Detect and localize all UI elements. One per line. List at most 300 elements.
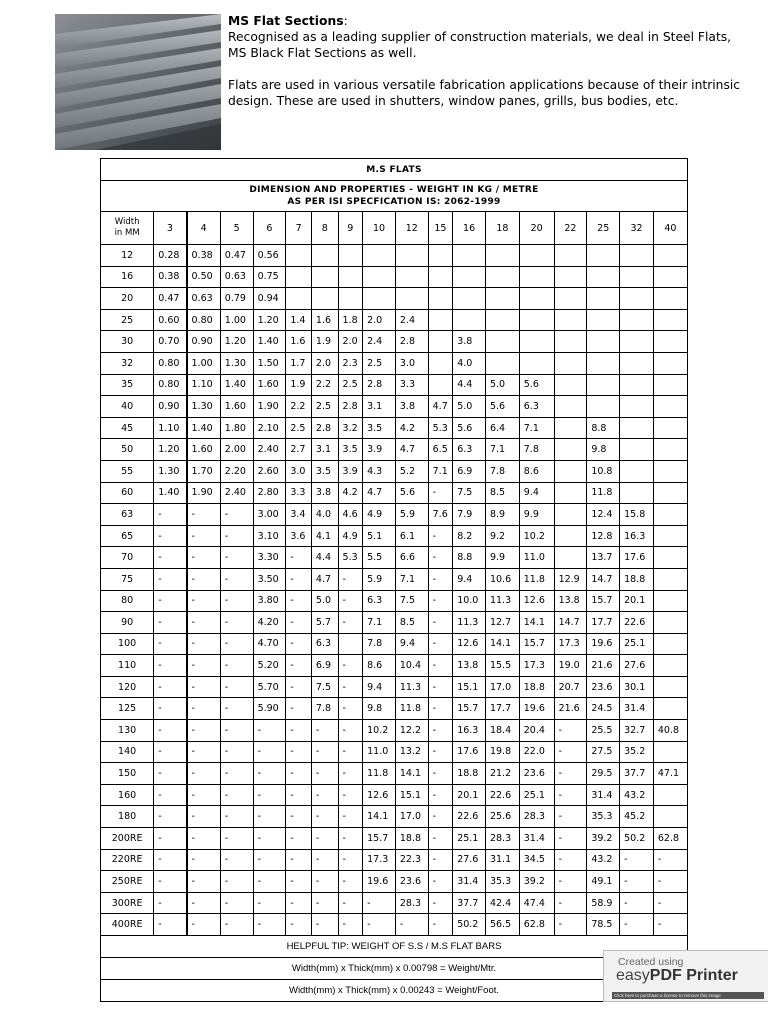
weight-cell: 29.5 — [587, 763, 620, 785]
weight-cell: 20.7 — [554, 676, 587, 698]
weight-cell: 1.60 — [220, 396, 253, 418]
weight-cell: 2.8 — [311, 417, 338, 439]
weight-cell: 5.0 — [485, 374, 519, 396]
weight-cell: 4.2 — [395, 417, 428, 439]
weight-cell: 2.0 — [311, 352, 338, 374]
weight-cell: - — [338, 806, 363, 828]
weight-cell: 5.6 — [485, 396, 519, 418]
weight-cell: 9.4 — [395, 633, 428, 655]
weight-cell: 2.60 — [253, 460, 286, 482]
width-cell: 65 — [101, 525, 154, 547]
weight-cell: - — [187, 655, 221, 677]
table-row — [101, 460, 688, 482]
weight-cell: 1.40 — [220, 374, 253, 396]
weight-cell: 43.2 — [620, 784, 654, 806]
weight-cell: 5.20 — [253, 655, 286, 677]
weight-cell: - — [554, 892, 587, 914]
weight-cell: 4.7 — [395, 439, 428, 461]
weight-cell: 17.6 — [453, 741, 486, 763]
weight-cell: 15.1 — [395, 784, 428, 806]
weight-cell: 8.5 — [485, 482, 519, 504]
weight-cell: 6.6 — [395, 547, 428, 569]
weight-cell: 0.90 — [187, 331, 221, 353]
table-row — [101, 828, 688, 850]
weight-cell: - — [154, 655, 187, 677]
weight-cell: 0.38 — [187, 245, 221, 267]
weight-cell: 58.9 — [587, 892, 620, 914]
weight-cell: - — [338, 612, 363, 634]
weight-cell: 35.2 — [620, 741, 654, 763]
weight-cell: - — [154, 849, 187, 871]
table-subtitle — [101, 181, 688, 212]
weight-cell: - — [220, 633, 253, 655]
weight-cell: 10.8 — [587, 460, 620, 482]
weight-cell: 11.8 — [519, 568, 554, 590]
helpful-tip-row — [101, 936, 688, 958]
weight-cell: - — [220, 763, 253, 785]
weight-cell: - — [428, 655, 453, 677]
weight-cell — [620, 266, 654, 288]
weight-cell: 12.2 — [395, 720, 428, 742]
helpful-tip: HELPFUL TIP: WEIGHT OF S.S / M.S FLAT BARS — [101, 936, 688, 958]
weight-cell: 4.1 — [311, 525, 338, 547]
weight-cell: 0.60 — [154, 309, 187, 331]
weight-cell: - — [338, 849, 363, 871]
weight-cell — [554, 396, 587, 418]
weight-cell — [620, 439, 654, 461]
weight-cell: 1.20 — [154, 439, 187, 461]
weight-cell: 62.8 — [519, 914, 554, 936]
weight-cell: - — [220, 655, 253, 677]
weight-cell: 1.4 — [286, 309, 312, 331]
weight-cell: 7.9 — [453, 504, 486, 526]
weight-cell — [363, 288, 396, 310]
weight-cell — [428, 309, 453, 331]
thickness-header: 3 — [154, 212, 187, 245]
weight-cell: 0.94 — [253, 288, 286, 310]
weight-cell: 2.0 — [363, 309, 396, 331]
table-row — [101, 763, 688, 785]
weight-cell: 1.9 — [311, 331, 338, 353]
weight-cell: - — [363, 892, 396, 914]
weight-cell: 25.1 — [453, 828, 486, 850]
weight-cell: - — [338, 763, 363, 785]
weight-cell: 2.40 — [253, 439, 286, 461]
weight-cell: - — [154, 871, 187, 893]
weight-cell: 5.3 — [428, 417, 453, 439]
weight-cell: 22.0 — [519, 741, 554, 763]
weight-cell: - — [286, 568, 312, 590]
weight-cell: - — [253, 871, 286, 893]
width-cell: 125 — [101, 698, 154, 720]
weight-cell — [587, 245, 620, 267]
weight-cell: 1.40 — [154, 482, 187, 504]
weight-cell: 1.90 — [187, 482, 221, 504]
table-row — [101, 245, 688, 267]
weight-cell: 31.4 — [620, 698, 654, 720]
weight-cell: 4.7 — [363, 482, 396, 504]
weight-cell: 14.1 — [395, 763, 428, 785]
weight-cell: - — [187, 504, 221, 526]
weight-cell: 1.30 — [154, 460, 187, 482]
table-subtitle-line1: DIMENSION AND PROPERTIES - WEIGHT IN KG / METRE — [249, 185, 539, 195]
weight-cell: 17.3 — [363, 849, 396, 871]
weight-cell: - — [428, 525, 453, 547]
weight-cell: - — [154, 676, 187, 698]
weight-cell — [554, 374, 587, 396]
weight-cell — [653, 806, 687, 828]
weight-cell: 2.7 — [286, 439, 312, 461]
weight-cell — [485, 245, 519, 267]
weight-cell: 0.80 — [187, 309, 221, 331]
weight-cell: - — [554, 763, 587, 785]
weight-cell: - — [428, 698, 453, 720]
weight-cell — [620, 374, 654, 396]
width-cell: 140 — [101, 741, 154, 763]
formula-weight-per-metre: Width(mm) x Thick(mm) x 0.00798 = Weight/Mtr. — [101, 958, 688, 980]
weight-cell: 7.5 — [453, 482, 486, 504]
weight-cell: - — [154, 568, 187, 590]
width-cell: 40 — [101, 396, 154, 418]
weight-cell: 3.8 — [453, 331, 486, 353]
table-row — [101, 784, 688, 806]
weight-cell: - — [154, 547, 187, 569]
weight-cell: 17.6 — [620, 547, 654, 569]
weight-cell: 11.3 — [485, 590, 519, 612]
weight-cell — [428, 352, 453, 374]
thickness-header: 15 — [428, 212, 453, 245]
weight-cell: 3.30 — [253, 547, 286, 569]
weight-cell — [485, 331, 519, 353]
weight-cell — [485, 288, 519, 310]
weight-cell: 0.63 — [187, 288, 221, 310]
table-row — [101, 590, 688, 612]
weight-cell: 35.3 — [485, 871, 519, 893]
weight-cell: - — [286, 849, 312, 871]
weight-cell: 4.6 — [338, 504, 363, 526]
weight-cell: 8.8 — [587, 417, 620, 439]
weight-cell: - — [220, 547, 253, 569]
weight-cell — [428, 374, 453, 396]
weight-cell: - — [187, 590, 221, 612]
weight-cell: - — [286, 720, 312, 742]
weight-cell: - — [253, 849, 286, 871]
width-cell: 45 — [101, 417, 154, 439]
weight-cell — [485, 266, 519, 288]
weight-cell: - — [154, 590, 187, 612]
table-row — [101, 396, 688, 418]
weight-cell: 7.5 — [395, 590, 428, 612]
table-row — [101, 741, 688, 763]
weight-cell: - — [253, 828, 286, 850]
table-row — [101, 655, 688, 677]
thickness-header: 32 — [620, 212, 654, 245]
width-header-line2: in MM — [114, 228, 140, 238]
weight-cell: 5.0 — [453, 396, 486, 418]
weight-cell — [620, 245, 654, 267]
weight-cell — [554, 439, 587, 461]
weight-cell: 15.7 — [587, 590, 620, 612]
weight-cell: 1.10 — [154, 417, 187, 439]
width-cell: 200RE — [101, 828, 154, 850]
table-row — [101, 914, 688, 936]
weight-cell: 47.4 — [519, 892, 554, 914]
weight-cell — [519, 266, 554, 288]
table-row — [101, 698, 688, 720]
weight-cell: 2.4 — [395, 309, 428, 331]
thickness-header: 10 — [363, 212, 396, 245]
watermark-purchase-link[interactable]: Click here to purchase a license to remove this image — [612, 992, 764, 999]
weight-cell — [395, 288, 428, 310]
weight-cell: 6.3 — [453, 439, 486, 461]
weight-cell — [554, 288, 587, 310]
width-cell: 60 — [101, 482, 154, 504]
weight-cell: 1.30 — [220, 352, 253, 374]
weight-cell — [554, 266, 587, 288]
weight-cell: 13.8 — [554, 590, 587, 612]
weight-cell: 45.2 — [620, 806, 654, 828]
width-header-line1: Width — [114, 217, 140, 227]
weight-cell: 1.00 — [187, 352, 221, 374]
weight-cell: 9.9 — [485, 547, 519, 569]
table-row — [101, 871, 688, 893]
weight-cell — [653, 352, 687, 374]
weight-cell: 11.0 — [363, 741, 396, 763]
weight-cell: 2.0 — [338, 331, 363, 353]
weight-cell: 10.4 — [395, 655, 428, 677]
weight-cell: 28.3 — [519, 806, 554, 828]
weight-cell: 5.1 — [363, 525, 396, 547]
weight-cell: - — [338, 741, 363, 763]
steel-flats-photo — [55, 14, 221, 150]
weight-cell: - — [154, 504, 187, 526]
weight-cell — [653, 331, 687, 353]
weight-cell — [653, 655, 687, 677]
weight-cell: - — [220, 806, 253, 828]
table-row — [101, 482, 688, 504]
weight-cell: 1.20 — [220, 331, 253, 353]
weight-cell — [587, 309, 620, 331]
weight-cell: - — [286, 698, 312, 720]
watermark-brand — [616, 967, 738, 985]
weight-cell: 19.0 — [554, 655, 587, 677]
weight-cell: 62.8 — [653, 828, 687, 850]
weight-cell: 50.2 — [453, 914, 486, 936]
weight-cell: 17.0 — [485, 676, 519, 698]
weight-cell: - — [286, 741, 312, 763]
weight-cell: 1.9 — [286, 374, 312, 396]
weight-cell: 17.0 — [395, 806, 428, 828]
weight-cell: 1.6 — [311, 309, 338, 331]
weight-cell: - — [154, 914, 187, 936]
weight-cell — [554, 482, 587, 504]
weight-cell — [363, 266, 396, 288]
table-subtitle-line2: AS PER ISI SPECFICATION IS: 2062-1999 — [287, 197, 501, 207]
width-cell: 75 — [101, 568, 154, 590]
width-cell: 180 — [101, 806, 154, 828]
weight-cell: - — [311, 914, 338, 936]
width-cell: 220RE — [101, 849, 154, 871]
weight-cell: 12.6 — [363, 784, 396, 806]
weight-cell: 12.9 — [554, 568, 587, 590]
weight-cell: 3.80 — [253, 590, 286, 612]
weight-cell: 31.4 — [587, 784, 620, 806]
weight-cell: 19.6 — [363, 871, 396, 893]
weight-cell: 37.7 — [453, 892, 486, 914]
weight-cell: 15.8 — [620, 504, 654, 526]
weight-cell: 7.8 — [485, 460, 519, 482]
width-cell: 130 — [101, 720, 154, 742]
weight-cell: - — [286, 655, 312, 677]
weight-cell: - — [311, 892, 338, 914]
weight-cell: 8.2 — [453, 525, 486, 547]
thickness-header: 22 — [554, 212, 587, 245]
weight-cell — [587, 331, 620, 353]
weight-cell: 31.4 — [453, 871, 486, 893]
intro-paragraph-2: Flats are used in various versatile fabrication applications because of their intrinsic design. These are used in shutters, window panes, grills, bus bodies, etc. — [228, 78, 741, 108]
weight-cell — [554, 352, 587, 374]
weight-cell: - — [311, 784, 338, 806]
ms-flats-table-container — [100, 158, 688, 1002]
weight-cell — [653, 460, 687, 482]
watermark-brand-prefix: easy — [616, 967, 650, 984]
table-row — [101, 720, 688, 742]
weight-cell — [554, 245, 587, 267]
weight-cell — [519, 331, 554, 353]
weight-cell: 13.8 — [453, 655, 486, 677]
weight-cell — [653, 309, 687, 331]
weight-cell: 42.4 — [485, 892, 519, 914]
ms-flats-table — [100, 158, 688, 1002]
weight-cell: 22.6 — [453, 806, 486, 828]
weight-cell: 14.1 — [519, 612, 554, 634]
weight-cell: 18.8 — [453, 763, 486, 785]
weight-cell: 12.6 — [519, 590, 554, 612]
weight-cell: 7.6 — [428, 504, 453, 526]
weight-cell: 23.6 — [519, 763, 554, 785]
weight-cell: - — [187, 720, 221, 742]
easypdf-watermark[interactable] — [603, 950, 768, 1002]
weight-cell: - — [187, 849, 221, 871]
weight-cell — [620, 352, 654, 374]
weight-cell: - — [286, 676, 312, 698]
weight-cell: - — [428, 741, 453, 763]
table-row — [101, 439, 688, 461]
weight-cell: - — [220, 504, 253, 526]
weight-cell: - — [311, 871, 338, 893]
weight-cell: - — [220, 698, 253, 720]
weight-cell: 15.7 — [519, 633, 554, 655]
weight-cell: 1.60 — [253, 374, 286, 396]
table-row — [101, 266, 688, 288]
thickness-header: 20 — [519, 212, 554, 245]
weight-cell: - — [220, 568, 253, 590]
table-row — [101, 806, 688, 828]
weight-cell: - — [154, 741, 187, 763]
weight-cell: 1.50 — [253, 352, 286, 374]
weight-cell: - — [187, 676, 221, 698]
weight-cell: - — [620, 914, 654, 936]
intro-heading-colon: : — [343, 14, 348, 28]
weight-cell: - — [220, 871, 253, 893]
weight-cell: - — [620, 849, 654, 871]
weight-cell: 1.6 — [286, 331, 312, 353]
width-cell: 63 — [101, 504, 154, 526]
weight-cell — [311, 288, 338, 310]
weight-cell: - — [286, 612, 312, 634]
table-row — [101, 892, 688, 914]
weight-cell: 4.70 — [253, 633, 286, 655]
width-cell: 120 — [101, 676, 154, 698]
weight-cell: - — [220, 914, 253, 936]
weight-cell — [653, 741, 687, 763]
weight-cell: 0.70 — [154, 331, 187, 353]
weight-cell: 17.3 — [519, 655, 554, 677]
weight-cell: 3.5 — [363, 417, 396, 439]
weight-cell: 9.4 — [453, 568, 486, 590]
weight-cell: 1.40 — [187, 417, 221, 439]
weight-cell: 15.7 — [363, 828, 396, 850]
weight-cell: - — [428, 849, 453, 871]
weight-cell: 1.30 — [187, 396, 221, 418]
weight-cell: 3.9 — [338, 460, 363, 482]
weight-cell — [428, 245, 453, 267]
weight-cell — [653, 633, 687, 655]
width-cell: 100 — [101, 633, 154, 655]
weight-cell: - — [428, 568, 453, 590]
weight-cell: - — [554, 849, 587, 871]
weight-cell — [519, 352, 554, 374]
thickness-header: 12 — [395, 212, 428, 245]
weight-cell: - — [428, 828, 453, 850]
weight-cell: 4.7 — [311, 568, 338, 590]
intro-heading: MS Flat Sections — [228, 14, 344, 28]
weight-cell: 2.5 — [338, 374, 363, 396]
weight-cell — [620, 309, 654, 331]
weight-cell: 39.2 — [587, 828, 620, 850]
weight-cell: - — [253, 720, 286, 742]
weight-cell: 12.6 — [453, 633, 486, 655]
weight-cell — [653, 245, 687, 267]
weight-cell: - — [187, 741, 221, 763]
weight-cell: 15.5 — [485, 655, 519, 677]
width-cell: 80 — [101, 590, 154, 612]
weight-cell: 11.0 — [519, 547, 554, 569]
weight-cell: 4.0 — [311, 504, 338, 526]
weight-cell: 1.80 — [220, 417, 253, 439]
weight-cell: - — [338, 784, 363, 806]
weight-cell: 30.1 — [620, 676, 654, 698]
weight-cell: - — [187, 568, 221, 590]
weight-cell: 0.47 — [220, 245, 253, 267]
weight-cell — [587, 374, 620, 396]
weight-cell — [554, 504, 587, 526]
weight-cell: 2.8 — [338, 396, 363, 418]
weight-cell: 8.9 — [485, 504, 519, 526]
weight-cell: - — [187, 892, 221, 914]
weight-cell: - — [428, 806, 453, 828]
weight-cell — [653, 266, 687, 288]
weight-cell — [653, 784, 687, 806]
weight-cell: 8.8 — [453, 547, 486, 569]
weight-cell — [653, 374, 687, 396]
weight-cell: 2.2 — [311, 374, 338, 396]
thickness-header: 8 — [311, 212, 338, 245]
table-row — [101, 309, 688, 331]
weight-cell: 3.8 — [395, 396, 428, 418]
table-title: M.S FLATS — [101, 159, 688, 181]
weight-cell: 4.9 — [338, 525, 363, 547]
